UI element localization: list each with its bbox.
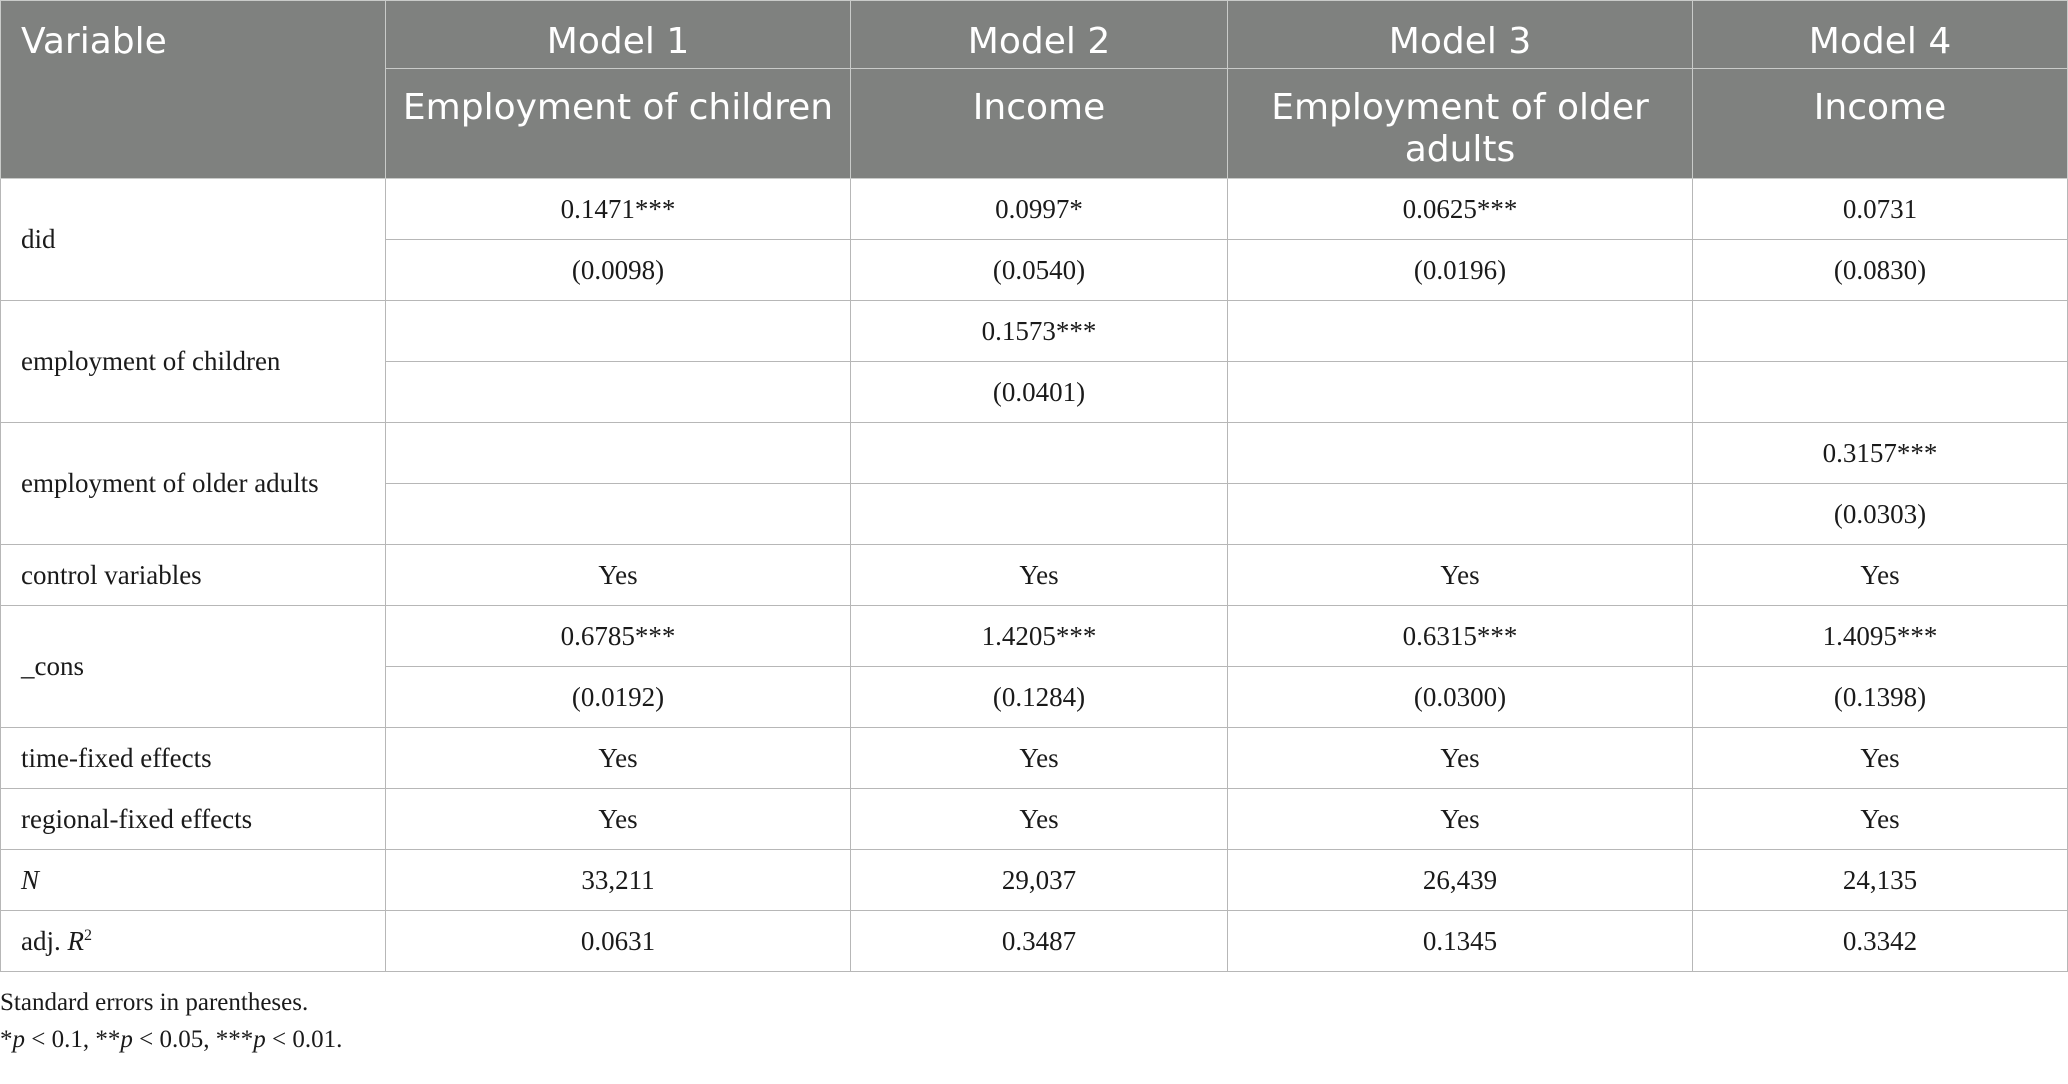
header-model-2: Model 2 (851, 1, 1228, 69)
footnote-standard-errors: Standard errors in parentheses. (0, 989, 309, 1016)
cell-emp-older-se-3 (1228, 484, 1693, 545)
cell-did-coef-3: 0.0625*** (1228, 179, 1693, 240)
footnote-star-1: * (0, 1026, 13, 1053)
table-row-cons-coef (1, 606, 2068, 667)
cell-emp-children-se-4 (1693, 362, 2068, 423)
cell-cons-coef-4: 1.4095*** (1693, 606, 2068, 667)
row-label-did: did (1, 179, 386, 301)
cell-n-2: 29,037 (851, 850, 1228, 911)
table-body (1, 179, 2068, 972)
cell-emp-children-coef-1 (386, 301, 851, 362)
table-header (1, 1, 2068, 179)
adj-r2-prefix: adj. (21, 925, 68, 956)
header-model-4: Model 4 (1693, 1, 2068, 69)
header-dependent-1: Employment of children (386, 69, 851, 179)
header-variable: Variable (1, 1, 386, 179)
header-dependent-3: Employment of older adults (1228, 69, 1693, 179)
cell-n-3: 26,439 (1228, 850, 1693, 911)
cell-cons-coef-3: 0.6315*** (1228, 606, 1693, 667)
cell-adj-r2-2: 0.3487 (851, 911, 1228, 972)
footnote-threshold-3: < 0.01. (265, 1026, 343, 1053)
cell-emp-children-coef-4 (1693, 301, 2068, 362)
row-label-employment-of-children: employment of children (1, 301, 386, 423)
table-row-time-fixed-effects (1, 728, 2068, 789)
cell-region-fe-4: Yes (1693, 789, 2068, 850)
row-label-cons: _cons (1, 606, 386, 728)
cell-did-se-1: (0.0098) (386, 240, 851, 301)
cell-cons-se-4: (0.1398) (1693, 667, 2068, 728)
header-model-3: Model 3 (1228, 1, 1693, 69)
cell-adj-r2-1: 0.0631 (386, 911, 851, 972)
cell-cons-coef-2: 1.4205*** (851, 606, 1228, 667)
footnote-significance (0, 1021, 2068, 1058)
cell-did-coef-2: 0.0997* (851, 179, 1228, 240)
table-row-emp-older-coef (1, 423, 2068, 484)
table-row-emp-children-coef (1, 301, 2068, 362)
cell-emp-older-coef-3 (1228, 423, 1693, 484)
cell-emp-older-se-4: (0.0303) (1693, 484, 2068, 545)
cell-did-se-3: (0.0196) (1228, 240, 1693, 301)
cell-cons-se-3: (0.0300) (1228, 667, 1693, 728)
table-row-adj-r2 (1, 911, 2068, 972)
cell-n-1: 33,211 (386, 850, 851, 911)
cell-time-fe-4: Yes (1693, 728, 2068, 789)
cell-emp-older-coef-1 (386, 423, 851, 484)
adj-r2-variable: R (67, 925, 84, 956)
cell-controls-2: Yes (851, 545, 1228, 606)
table-row-regional-fixed-effects (1, 789, 2068, 850)
cell-emp-children-se-2: (0.0401) (851, 362, 1228, 423)
table-row-did-coef (1, 179, 2068, 240)
cell-emp-older-coef-4: 0.3157*** (1693, 423, 2068, 484)
footnote-p-3: p (253, 1026, 266, 1053)
table-row-control-variables (1, 545, 2068, 606)
footnote-threshold-1: < 0.1, ** (25, 1026, 121, 1053)
cell-emp-children-se-1 (386, 362, 851, 423)
cell-region-fe-1: Yes (386, 789, 851, 850)
cell-controls-3: Yes (1228, 545, 1693, 606)
row-label-time-fixed-effects: time-fixed effects (1, 728, 386, 789)
row-label-control-variables: control variables (1, 545, 386, 606)
cell-cons-se-1: (0.0192) (386, 667, 851, 728)
cell-emp-older-se-2 (851, 484, 1228, 545)
cell-emp-children-coef-3 (1228, 301, 1693, 362)
header-dependent-2: Income (851, 69, 1228, 179)
cell-adj-r2-3: 0.1345 (1228, 911, 1693, 972)
cell-emp-older-coef-2 (851, 423, 1228, 484)
cell-emp-children-coef-2: 0.1573*** (851, 301, 1228, 362)
cell-controls-1: Yes (386, 545, 851, 606)
header-row-models (1, 1, 2068, 69)
row-label-n: N (1, 850, 386, 911)
cell-controls-4: Yes (1693, 545, 2068, 606)
table-row-n (1, 850, 2068, 911)
cell-cons-se-2: (0.1284) (851, 667, 1228, 728)
footnote-p-1: p (12, 1026, 25, 1053)
cell-region-fe-3: Yes (1228, 789, 1693, 850)
cell-did-coef-4: 0.0731 (1693, 179, 2068, 240)
cell-n-4: 24,135 (1693, 850, 2068, 911)
row-label-adj-r2 (1, 911, 386, 972)
cell-cons-coef-1: 0.6785*** (386, 606, 851, 667)
cell-emp-children-se-3 (1228, 362, 1693, 423)
footnote-p-2: p (120, 1026, 133, 1053)
adj-r2-superscript: 2 (84, 926, 92, 944)
cell-did-se-4: (0.0830) (1693, 240, 2068, 301)
cell-time-fe-3: Yes (1228, 728, 1693, 789)
cell-did-se-2: (0.0540) (851, 240, 1228, 301)
footnote-threshold-2: < 0.05, *** (132, 1026, 254, 1053)
cell-region-fe-2: Yes (851, 789, 1228, 850)
header-dependent-4: Income (1693, 69, 2068, 179)
row-label-employment-of-older-adults: employment of older adults (1, 423, 386, 545)
row-label-regional-fixed-effects: regional-fixed effects (1, 789, 386, 850)
cell-emp-older-se-1 (386, 484, 851, 545)
cell-adj-r2-4: 0.3342 (1693, 911, 2068, 972)
cell-time-fe-2: Yes (851, 728, 1228, 789)
cell-time-fe-1: Yes (386, 728, 851, 789)
header-model-1: Model 1 (386, 1, 851, 69)
cell-did-coef-1: 0.1471*** (386, 179, 851, 240)
